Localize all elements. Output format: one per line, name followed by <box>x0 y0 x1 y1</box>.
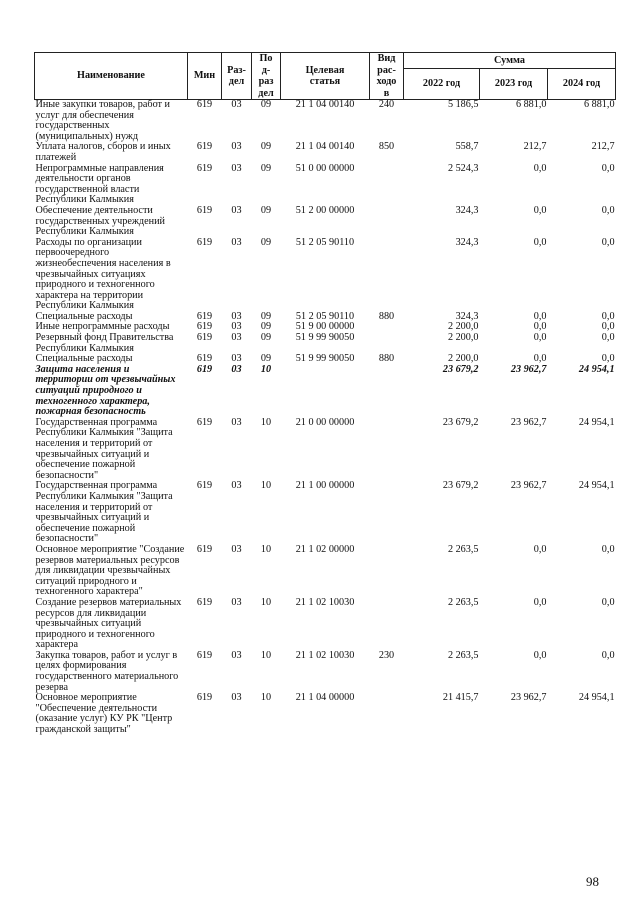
cell-vid <box>370 206 404 238</box>
cell-min: 619 <box>196 543 213 555</box>
table-row <box>35 545 616 598</box>
cell-target: 51 0 00 00000 <box>295 162 355 174</box>
table-row <box>35 418 616 482</box>
table-row <box>35 238 616 312</box>
cell-podrazdel: 09 <box>260 99 272 110</box>
cell-podrazdel: 09 <box>260 141 272 153</box>
cell-vid: 850 <box>378 141 395 153</box>
cell-2022: 23 679,2 <box>442 363 479 375</box>
cell-name: Создание резервов материальных ресурсов для ликвидации чрезвычайных ситуаций природного и техногенного характера <box>35 596 182 651</box>
cell-podrazdel: 09 <box>260 353 272 365</box>
cell-2023: 0,0 <box>533 162 547 174</box>
cell-vid <box>370 238 404 312</box>
cell-razdel: 03 <box>231 692 242 704</box>
cell-name: Основное мероприятие "Создание резервов материальных ресурсов для ликвидации чрезвычайных ситуаций природного и техногенного характера" <box>35 543 185 598</box>
header-podrazdel: По д- раз дел <box>252 53 281 100</box>
cell-2022: 2 200,0 <box>447 353 479 365</box>
cell-2022: 324,3 <box>455 310 479 322</box>
cell-2023: 0,0 <box>533 543 547 555</box>
table-body <box>35 100 616 736</box>
cell-vid: 880 <box>378 310 395 322</box>
cell-min: 619 <box>196 310 213 322</box>
table-header-row <box>35 53 616 69</box>
cell-2022: 5 186,5 <box>447 99 479 110</box>
cell-name: Иные закупки товаров, работ и услуг для обеспечения государственных (муниципальных) нужд <box>35 99 170 142</box>
cell-podrazdel: 09 <box>260 236 272 248</box>
cell-target: 21 1 04 00000 <box>295 692 355 704</box>
cell-min: 619 <box>196 99 213 110</box>
cell-2022: 2 263,5 <box>447 649 479 661</box>
cell-2024: 0,0 <box>601 649 615 661</box>
cell-podrazdel: 09 <box>260 332 272 344</box>
cell-vid <box>370 322 404 333</box>
cell-target: 51 2 05 90110 <box>295 310 355 322</box>
header-2024: 2024 год <box>548 68 616 99</box>
cell-razdel: 03 <box>231 236 242 248</box>
header-min: Мин <box>188 53 222 100</box>
cell-min: 619 <box>196 236 213 248</box>
cell-podrazdel: 10 <box>260 363 272 375</box>
cell-2023: 0,0 <box>533 204 547 216</box>
cell-razdel: 03 <box>231 141 242 153</box>
cell-2024: 24 954,1 <box>578 363 615 375</box>
cell-2023: 0,0 <box>533 353 547 365</box>
header-razdel: Раз- дел <box>222 53 252 100</box>
cell-2024: 24 954,1 <box>578 480 615 492</box>
cell-razdel: 03 <box>231 543 242 555</box>
table-row <box>35 481 616 545</box>
cell-2023: 6 881,0 <box>515 99 547 110</box>
cell-2022: 558,7 <box>455 141 479 153</box>
cell-name: Закупка товаров, работ и услуг в целях формирования государственного материального резерва <box>35 649 179 693</box>
cell-2022: 324,3 <box>455 236 479 248</box>
cell-2022: 324,3 <box>455 204 479 216</box>
cell-podrazdel: 09 <box>260 204 272 216</box>
header-2023: 2023 год <box>480 68 548 99</box>
cell-name: Иные непрограммные расходы <box>35 321 170 333</box>
budget-table <box>34 52 616 736</box>
cell-2024: 24 954,1 <box>578 416 615 428</box>
header-sum: Сумма <box>404 53 616 69</box>
cell-podrazdel: 09 <box>260 310 272 322</box>
cell-min: 619 <box>196 141 213 153</box>
cell-vid <box>370 598 404 651</box>
table-row <box>35 164 616 206</box>
cell-target: 51 2 05 90110 <box>295 236 355 248</box>
cell-2022: 2 200,0 <box>447 332 479 344</box>
cell-podrazdel: 10 <box>260 692 272 704</box>
cell-2022: 21 415,7 <box>442 692 479 704</box>
cell-target: 21 1 02 00000 <box>295 543 355 555</box>
cell-name: Специальные расходы <box>35 310 133 322</box>
cell-razdel: 03 <box>231 204 242 216</box>
cell-razdel: 03 <box>231 416 242 428</box>
cell-min: 619 <box>196 480 213 492</box>
cell-target: 21 1 04 00140 <box>295 141 355 153</box>
cell-2024: 0,0 <box>601 310 615 322</box>
cell-target: 51 9 00 00000 <box>295 321 355 333</box>
cell-2023: 23 962,7 <box>510 416 547 428</box>
cell-min: 619 <box>196 596 213 608</box>
table-row <box>35 598 616 651</box>
cell-2023: 23 962,7 <box>510 480 547 492</box>
cell-2024: 0,0 <box>601 332 615 344</box>
table-row <box>35 100 616 143</box>
cell-min: 619 <box>196 363 213 375</box>
cell-podrazdel: 10 <box>260 416 272 428</box>
cell-razdel: 03 <box>231 480 242 492</box>
cell-min: 619 <box>196 692 213 704</box>
cell-min: 619 <box>196 353 213 365</box>
cell-2022: 2 200,0 <box>447 321 479 333</box>
cell-2023: 0,0 <box>533 321 547 333</box>
cell-2024: 6 881,0 <box>583 99 615 110</box>
cell-2024: 0,0 <box>601 236 615 248</box>
cell-name: Государственная программа Республики Калмыкия "Защита населения и территорий от чрезвычайных ситуаций и обеспечение пожарной безопасности" <box>35 480 173 545</box>
cell-target: 21 0 00 00000 <box>295 416 355 428</box>
header-name: Наименование <box>35 53 188 100</box>
cell-razdel: 03 <box>231 363 242 375</box>
table-row <box>35 333 616 354</box>
cell-target <box>281 365 370 418</box>
cell-min: 619 <box>196 321 213 333</box>
cell-podrazdel: 09 <box>260 162 272 174</box>
cell-2023: 212,7 <box>523 141 547 153</box>
cell-2024: 212,7 <box>591 141 615 153</box>
cell-vid: 240 <box>378 99 395 110</box>
cell-min: 619 <box>196 649 213 661</box>
cell-2024: 0,0 <box>601 353 615 365</box>
cell-min: 619 <box>196 162 213 174</box>
cell-vid <box>370 333 404 354</box>
cell-vid <box>370 418 404 482</box>
cell-2023: 0,0 <box>533 332 547 344</box>
cell-name: Расходы по организации первоочередного жизнеобеспечения населения в чрезвычайных ситуациях природного и техногенного характера на территории Республики Калмыкия <box>35 236 171 312</box>
cell-2024: 24 954,1 <box>578 692 615 704</box>
cell-2024: 0,0 <box>601 543 615 555</box>
cell-name: Уплата налогов, сборов и иных платежей <box>35 141 171 163</box>
cell-2022: 23 679,2 <box>442 480 479 492</box>
table-row <box>35 693 616 735</box>
cell-name: Основное мероприятие "Обеспечение деятельности (оказание услуг) КУ РК "Центр гражданской защиты" <box>35 692 173 736</box>
header-2022: 2022 год <box>404 68 480 99</box>
cell-name: Обеспечение деятельности государственных учреждений Республики Калмыкия <box>35 204 165 238</box>
header-vid: Вид рас- ходо в <box>370 53 404 100</box>
cell-target: 51 9 99 90050 <box>295 332 355 344</box>
cell-target: 21 1 00 00000 <box>295 480 355 492</box>
cell-razdel: 03 <box>231 332 242 344</box>
table-row <box>35 206 616 238</box>
cell-name: Непрограммные направления деятельности органов государственной власти Республики Калмыкия <box>35 162 164 206</box>
cell-name: Специальные расходы <box>35 353 133 365</box>
cell-vid: 880 <box>378 353 395 365</box>
cell-razdel: 03 <box>231 321 242 333</box>
cell-2022: 2 263,5 <box>447 543 479 555</box>
cell-target: 21 1 04 00140 <box>295 99 355 110</box>
cell-2024: 0,0 <box>601 204 615 216</box>
table-row <box>35 365 616 418</box>
page-number: 98 <box>586 874 599 889</box>
cell-razdel: 03 <box>231 99 242 110</box>
cell-razdel: 03 <box>231 310 242 322</box>
cell-2022: 2 263,5 <box>447 596 479 608</box>
header-target: Целевая статья <box>281 53 370 100</box>
cell-2023: 0,0 <box>533 649 547 661</box>
cell-podrazdel: 10 <box>260 596 272 608</box>
cell-razdel: 03 <box>231 353 242 365</box>
table-row <box>35 651 616 693</box>
cell-vid <box>370 164 404 206</box>
cell-target: 21 1 02 10030 <box>295 596 355 608</box>
cell-2024: 0,0 <box>601 162 615 174</box>
cell-podrazdel: 10 <box>260 480 272 492</box>
cell-2023: 0,0 <box>533 310 547 322</box>
cell-vid <box>370 365 404 418</box>
cell-podrazdel: 09 <box>260 321 272 333</box>
cell-min: 619 <box>196 416 213 428</box>
cell-vid <box>370 545 404 598</box>
cell-vid <box>370 693 404 735</box>
cell-2023: 23 962,7 <box>510 363 547 375</box>
cell-razdel: 03 <box>231 649 242 661</box>
cell-vid: 230 <box>378 649 395 661</box>
cell-target: 51 9 99 90050 <box>295 353 355 365</box>
cell-2022: 23 679,2 <box>442 416 479 428</box>
cell-2023: 0,0 <box>533 596 547 608</box>
cell-podrazdel: 10 <box>260 543 272 555</box>
cell-2023: 23 962,7 <box>510 692 547 704</box>
cell-razdel: 03 <box>231 596 242 608</box>
cell-vid <box>370 481 404 545</box>
table-row <box>35 142 616 163</box>
cell-name: Резервный фонд Правительства Республики Калмыкия <box>35 332 174 354</box>
cell-2022: 2 524,3 <box>447 162 479 174</box>
cell-min: 619 <box>196 332 213 344</box>
cell-podrazdel: 10 <box>260 649 272 661</box>
cell-2024: 0,0 <box>601 321 615 333</box>
cell-target: 51 2 00 00000 <box>295 204 355 216</box>
cell-razdel: 03 <box>231 162 242 174</box>
cell-2023: 0,0 <box>533 236 547 248</box>
cell-target: 21 1 02 10030 <box>295 649 355 661</box>
cell-name: Защита населения и территории от чрезвычайных ситуаций природного и техногенного характера, пожарная безопасность <box>35 363 176 418</box>
cell-name: Государственная программа Республики Калмыкия "Защита населения и территорий от чрезвычайных ситуаций и обеспечение пожарной безопасности" <box>35 416 173 481</box>
cell-2024: 0,0 <box>601 596 615 608</box>
cell-min: 619 <box>196 204 213 216</box>
